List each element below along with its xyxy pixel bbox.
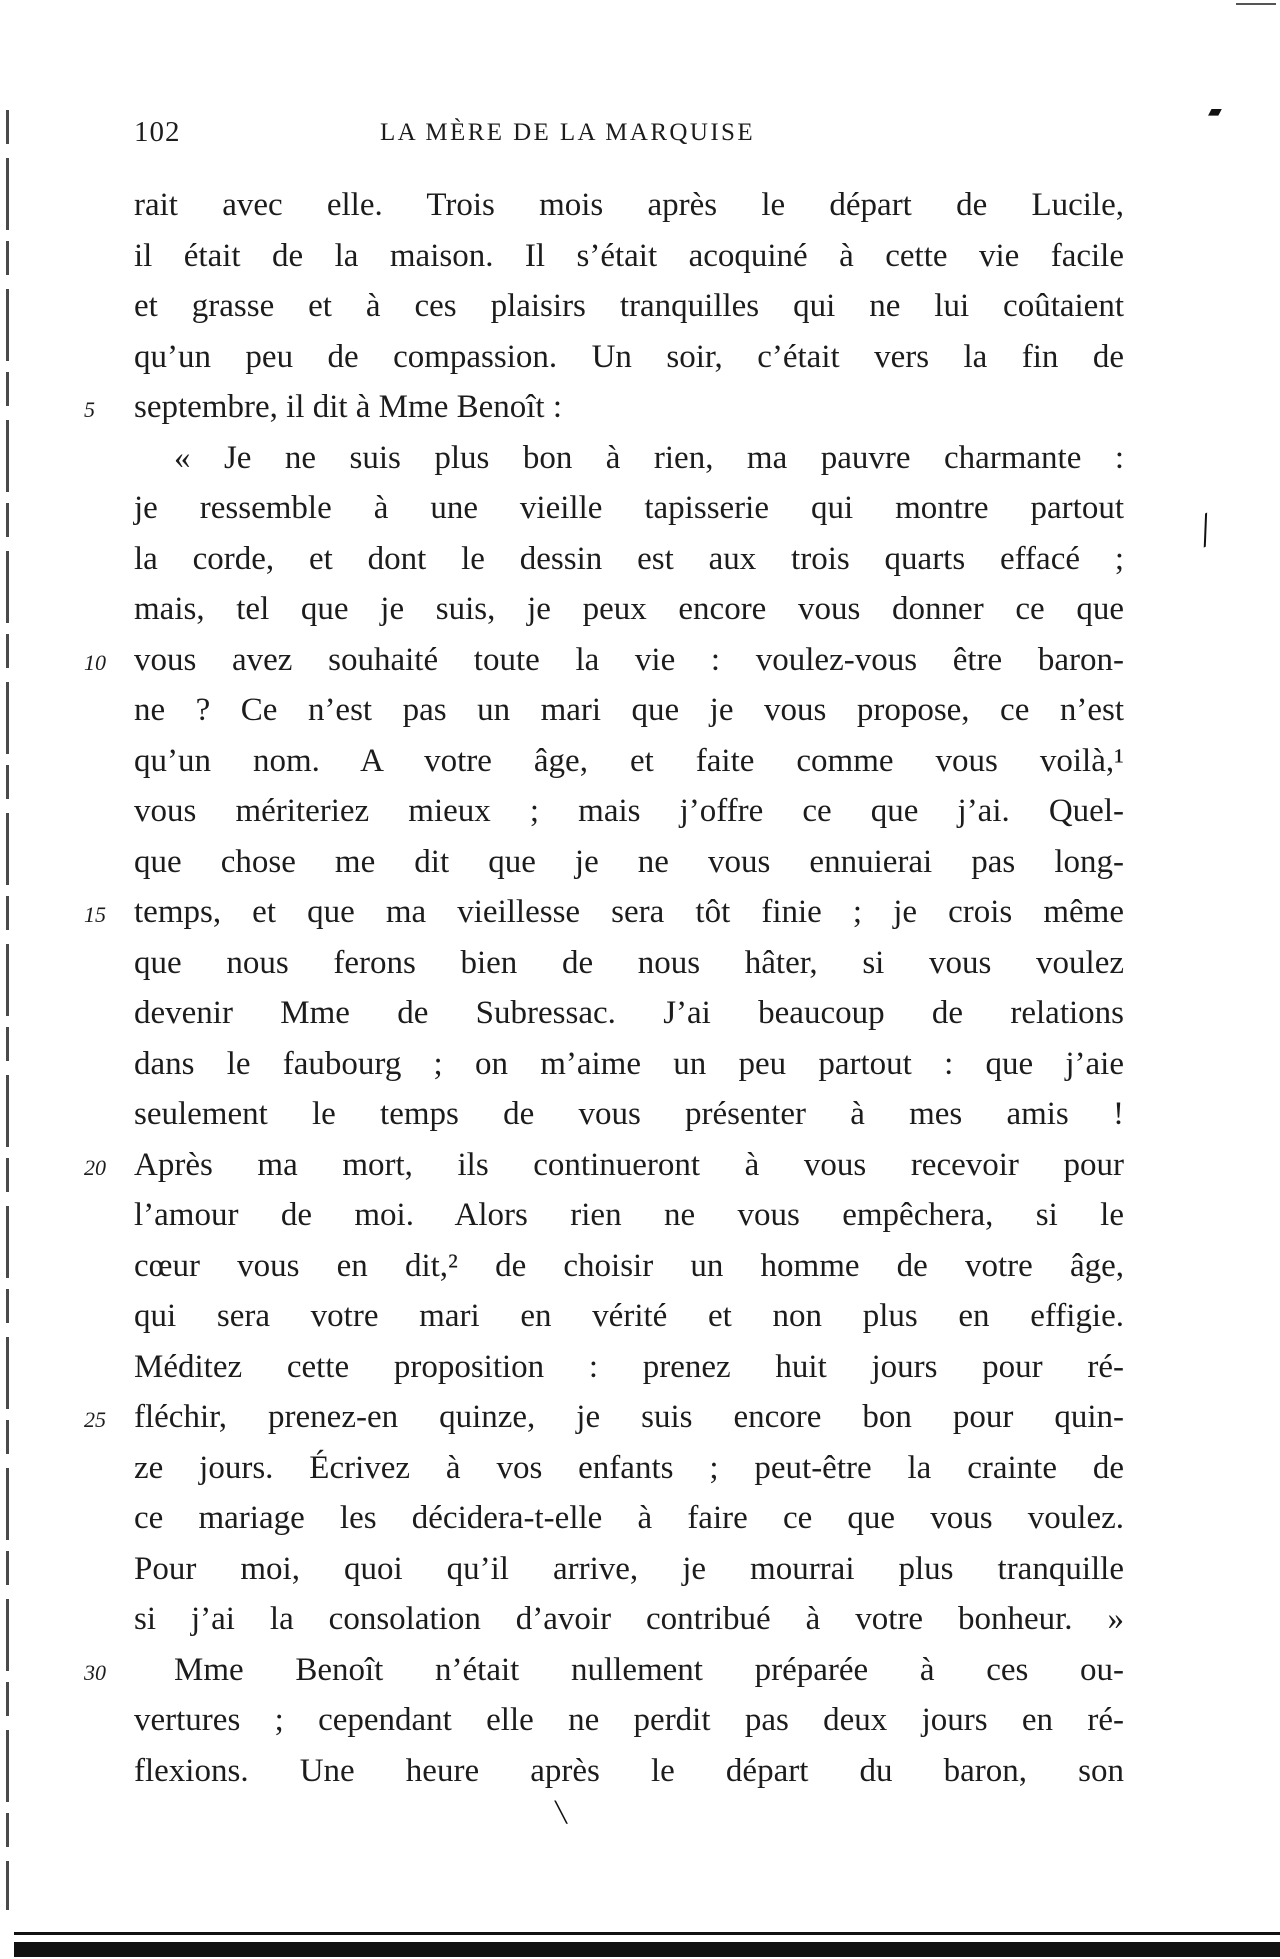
text-line: l’amour de moi. Alors rien ne vous empêchera, si le: [134, 1197, 1124, 1233]
text-line: fléchir, prenez-en quinze, je suis encore bon pour quin-: [134, 1399, 1124, 1435]
line-number: 5: [84, 397, 95, 422]
text-line: dans le faubourg ; on m’aime un peu partout : que j’aie: [134, 1045, 1124, 1082]
text-line: ze jours. Écrivez à vos enfants ; peut-être la crainte de: [134, 1449, 1124, 1486]
text-line: rait avec elle. Trois mois après le départ de Lucile,: [134, 187, 1124, 223]
ink-stroke-icon: ╱: [1192, 514, 1220, 548]
text-line: et grasse et à ces plaisirs tranquilles qui ne lui coûtaient: [134, 288, 1124, 324]
page-bottom-edge: [14, 1932, 1280, 1935]
running-header: [0, 116, 1280, 162]
text-line: Après ma mort, ils continueront à vous recevoir pour: [134, 1146, 1124, 1183]
ink-blot-icon: ▰: [1208, 101, 1222, 122]
page-number: 102: [134, 116, 181, 148]
text-line: que chose me dit que je ne vous ennuierai pas long-: [134, 843, 1124, 880]
text-line: qu’un peu de compassion. Un soir, c’était vers la fin de: [134, 338, 1124, 375]
text-line: temps, et que ma vieillesse sera tôt finie ; je crois même: [134, 894, 1124, 930]
text-line: « Je ne suis plus bon à rien, ma pauvre charmante :: [174, 439, 1124, 476]
text-line: si j’ai la consolation d’avoir contribué à votre bonheur. »: [134, 1601, 1124, 1637]
line-number: 30: [84, 1659, 106, 1685]
page-binding-edge: [6, 110, 9, 1910]
text-line: vertures ; cependant elle ne perdit pas deux jours en ré-: [134, 1702, 1124, 1738]
text-line: seulement le temps de vous présenter à mes amis !: [134, 1096, 1124, 1132]
text-line: la corde, et dont le dessin est aux trois quarts effacé ;: [134, 540, 1124, 577]
text-line: vous avez souhaité toute la vie : voulez-vous être baron-: [134, 641, 1124, 678]
text-line: septembre, il dit à Mme Benoît :: [134, 389, 563, 425]
text-line: Mme Benoît n’était nullement préparée à ces ou-: [174, 1651, 1124, 1688]
text-line: mais, tel que je suis, je peux encore vous donner ce que: [134, 591, 1124, 627]
line-number: 15: [84, 902, 106, 927]
line-number: 20: [84, 1154, 106, 1180]
page-bottom-edge-shadow: [14, 1942, 1280, 1957]
text-line: Pour moi, quoi qu’il arrive, je mourrai plus tranquille: [134, 1550, 1124, 1587]
text-line: cœur vous en dit,² de choisir un homme de votre âge,: [134, 1247, 1124, 1284]
text-line: que nous ferons bien de nous hâter, si vous voulez: [134, 944, 1124, 981]
text-line: devenir Mme de Subressac. J’ai beaucoup de relations: [134, 995, 1124, 1031]
ink-dash-icon: ╲: [555, 1800, 568, 1824]
text-line: qu’un nom. A votre âge, et faite comme vous voilà,¹: [134, 742, 1124, 779]
text-line: ne ? Ce n’est pas un mari que je vous propose, ce n’est: [134, 692, 1124, 728]
text-line: Méditez cette proposition : prenez huit jours pour ré-: [134, 1348, 1124, 1385]
text-line: je ressemble à une vieille tapisserie qui montre partout: [134, 490, 1124, 526]
text-line: flexions. Une heure après le départ du baron, son: [134, 1752, 1124, 1789]
text-line: il était de la maison. Il s’était acoquiné à cette vie facile: [134, 237, 1124, 274]
scan-corner-mark: [1236, 3, 1276, 5]
text-line: vous mériteriez mieux ; mais j’offre ce que j’ai. Quel-: [134, 793, 1124, 829]
line-number: 25: [84, 1407, 106, 1432]
text-line: ce mariage les décidera-t-elle à faire ce que vous voulez.: [134, 1500, 1124, 1536]
running-title: LA MÈRE DE LA MARQUISE: [380, 119, 756, 146]
line-number: 10: [84, 649, 106, 675]
text-line: qui sera votre mari en vérité et non plus en effigie.: [134, 1298, 1124, 1334]
